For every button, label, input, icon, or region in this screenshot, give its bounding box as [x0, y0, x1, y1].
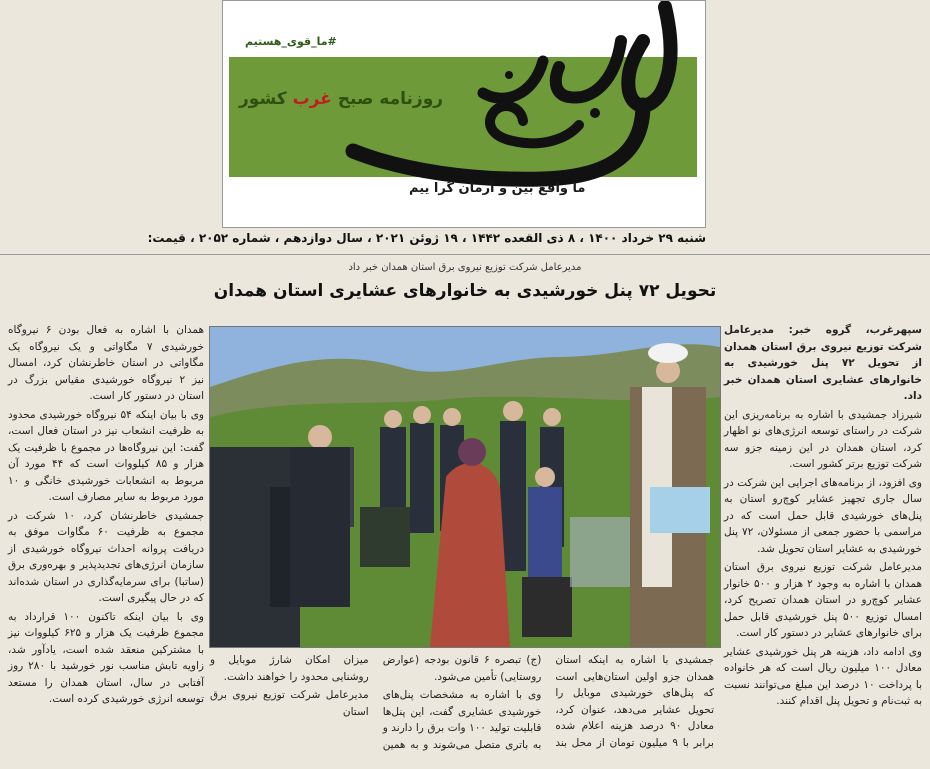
article-column-right [724, 322, 922, 712]
paragraph: مدیرعامل شرکت توزیع نیروی برق استان همدان با اشاره به وجود ۲ هزار و ۵۰۰ خانوار عشایر کوچ‌رو در استان همدان تصریح کرد، امسال توزیع ۵۰۰ پنل خورشیدی قابل حمل برای خانوارهای عشایر در دستور کار است. [724, 561, 922, 639]
paragraph: سپهرغرب، گروه خبر: مدیرعامل شرکت توزیع نیروی برق استان همدان از تحویل ۷۲ پنل خورشیدی به خانوارهای عشایری استان همدان خبر داد. [724, 324, 922, 402]
article-supertitle: مدیرعامل شرکت توزیع نیروی برق استان همدان خبر داد [348, 262, 582, 273]
news-photo-illustration [210, 327, 720, 647]
paragraph: شیرزاد جمشیدی با اشاره به برنامه‌ریزی این شرکت در راستای توسعه انرژی‌های نو اظهار کرد، استان همدان در این زمینه جزو سه شرکت توزیع برتر کشور است. [724, 408, 922, 470]
article-column-left [8, 322, 204, 710]
masthead-hashtag: #ما_قوی_هستیم [245, 35, 337, 48]
subtitle-suffix: کشور [239, 89, 287, 109]
paragraph: وی با بیان اینکه ۵۴ نیروگاه خورشیدی محدود به ظرفیت انشعاب نیز در استان فعال است، گفت: این نیروگاه‌ها در مجموع با ظرفیت یک هزار و ۸۵ کیلووات است که ۴۴ مورد آن مربوط به انشعابات خورشیدی خانگی و ۱۰ مورد مربوط به سایر مصارف است. [8, 408, 204, 503]
paragraph: وی با بیان اینکه تاکنون ۱۰۰ قرارداد به مجموع ظرفیت یک هزار و ۶۲۵ کیلووات نیز با مشترکین منعقد شده است، یادآور شد، زاویه تابش مناسب نور خورشید با ۲۸۰ روز آفتابی در سال، استان همدان را مستعد توسعه انرژی خورشیدی کرده است. [8, 610, 205, 705]
paragraph: وی با اشاره به مشخصات پنل‌های خورشیدی عشایری گفت، این پنل‌ها قابلیت تولید ۱۰۰ وات برق را دارند و به باتری متصل می‌شوند و به همین میزان امکان شارژ موبایل و روشنایی محدود را خواهند داشت. [210, 654, 542, 751]
masthead-green-band [229, 57, 697, 177]
paragraph: جمشیدی خاطرنشان کرد، ۱۰ شرکت در مجموع به ظرفیت ۶۰ مگاوات موفق به دریافت پروانه احداث نیروگاه خورشیدی از سازمان انرژی‌های تجدیدپذیر و بهره‌وری برق (ساتبا) برای سرمایه‌گذاری در استان شده‌اند که در حال پیگیری است. [8, 509, 205, 604]
paragraph: جمشیدی با اشاره به اینکه استان همدان جزو اولین استان‌هایی است که پنل‌های خورشیدی موبایل را تحویل عشایر می‌دهد، عنوان کرد، معادل ۹۰ درصد هزینه اعلام شده برابر با ۹ میلیون تومان از محل بند (ج) تبصره ۶ قانون بودجه (عوارض روستایی) تأمین می‌شود. [382, 654, 714, 749]
paragraph: وی ادامه داد، هزینه هر پنل خورشیدی عشایر معادل ۱۰۰ میلیون ریال است که هر خانواده با پرداخت ۱۰ درصد این مبلغ می‌توانند نسبت به ثبت‌نام و تحویل پنل اقدام کنند. [724, 645, 922, 707]
masthead-tagline: ما واقع بین و آرمان گرا ییم [409, 181, 586, 196]
article-column-middle [210, 652, 714, 764]
paragraph: وی افزود، از برنامه‌های اجرایی این شرکت در سال جاری تجهیز عشایر کوچ‌رو استان به پنل‌های خورشیدی قابل حمل است که در مراسمی با حضور جمعی از مسئولان، ۷۲ پنل خورشیدی به عشایر استان تحویل شد. [724, 476, 922, 555]
subtitle-prefix: روزنامه صبح [337, 89, 444, 109]
issue-info-line: شنبه ۲۹ خرداد ۱۴۰۰ ، ۸ ذی القعده ۱۴۴۲ ، ۱۹ ژوئن ۲۰۲۱ ، سال دوازدهم ، شماره ۲۰۵۲ ، قیمت: [147, 231, 706, 245]
news-photo [209, 326, 721, 648]
newspaper-masthead [222, 0, 706, 228]
masthead-subtitle [239, 89, 443, 109]
paragraph: مدیرعامل شرکت توزیع نیروی برق استان [210, 689, 369, 718]
subtitle-accent: غرب [292, 89, 332, 109]
paragraph: همدان با اشاره به فعال بودن ۶ نیروگاه خورشیدی ۷ مگاواتی و یک نیروگاه یک مگاواتی در استان خاطرنشان کرد، امسال نیز ۲ نیروگاه خورشیدی مقیاس بزرگ در استان در دستور کار است. [8, 324, 204, 402]
article-headline: تحویل ۷۲ پنل خورشیدی به خانوارهای عشایری استان همدان [213, 281, 717, 301]
